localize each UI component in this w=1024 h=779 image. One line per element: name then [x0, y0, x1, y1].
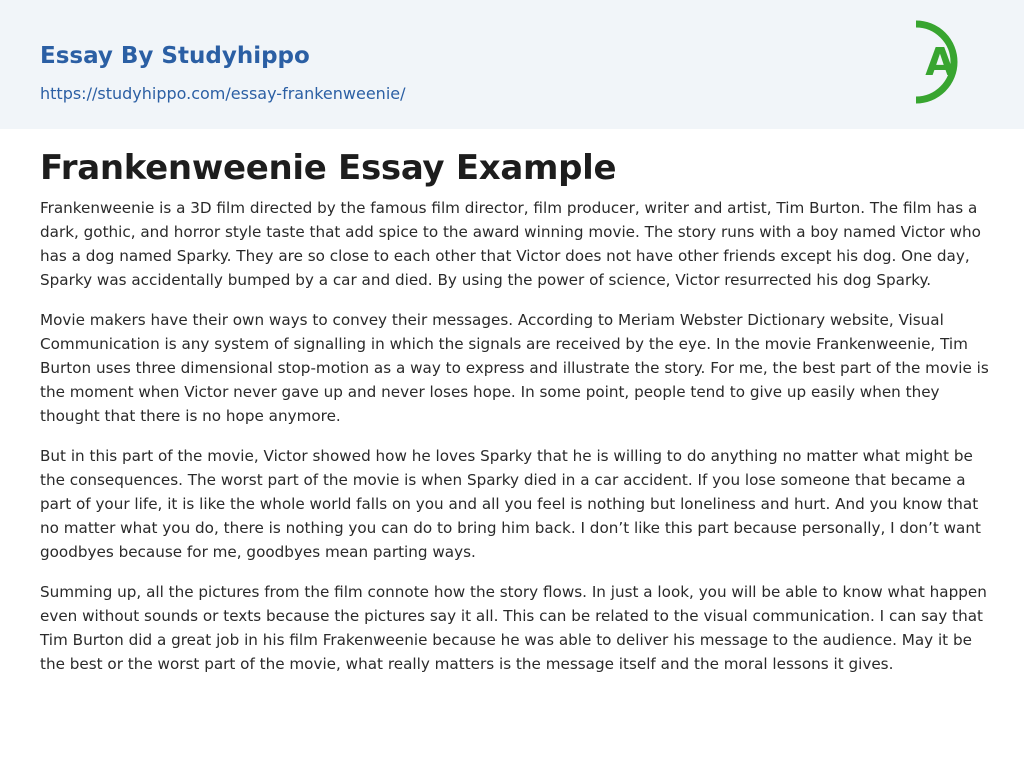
- site-header: [0, 0, 1024, 129]
- studyhippo-logo-icon[interactable]: [908, 18, 988, 106]
- article-paragraph: But in this part of the movie, Victor showed how he loves Sparky that he is willing to do anything no matter what might be the consequences. The worst part of the movie is when Sparky died in a car accident. If you lose someone that became a part of your life, it is like the whole world falls on you and all you feel is nothing but loneliness and hurt. And you know that no matter what you do, there is nothing you can do to bring him back. I don’t like this part because personally, I don’t want goodbyes because for me, goodbyes mean parting ways.: [40, 447, 981, 561]
- site-brand[interactable]: Essay By Studyhippo: [40, 43, 310, 69]
- article-paragraph: Frankenweenie is a 3D film directed by the famous film director, film producer, writer and artist, Tim Burton. The film has a dark, gothic, and horror style taste that add spice to the award winning movie. The story runs with a boy named Victor who has a dog named Sparky. They are so close to each other that Victor does not have other friends except his dog. One day, Sparky was accidentally bumped by a car and died. By using the power of science, Victor resurrected his dog Sparky.: [40, 199, 981, 289]
- article-paragraph: Summing up, all the pictures from the film connote how the story flows. In just a look, you will be able to know what happen even without sounds or texts because the pictures say it all. This can be related to the visual communication. I can say that Tim Burton did a great job in his film Frakenweenie because he was able to deliver his message to the audience. May it be the best or the worst part of the movie, what really matters is the message itself and the moral lessons it gives.: [40, 583, 987, 673]
- article-paragraph: Movie makers have their own ways to convey their messages. According to Meriam Webster Dictionary website, Visual Communication is any system of signalling in which the signals are received by the eye. In the movie Frankenweenie, Tim Burton uses three dimensional stop-motion as a way to express and illustrate the story. For me, the best part of the movie is the moment when Victor never gave up and never loses hope. In some point, people tend to give up easily when they thought that there is no hope anymore.: [40, 311, 989, 425]
- page-title: Frankenweenie Essay Example: [40, 148, 617, 188]
- article: [40, 146, 990, 692]
- logo-letter: A: [925, 40, 955, 84]
- essay-url-link[interactable]: https://studyhippo.com/essay-frankenweenie/: [40, 84, 406, 103]
